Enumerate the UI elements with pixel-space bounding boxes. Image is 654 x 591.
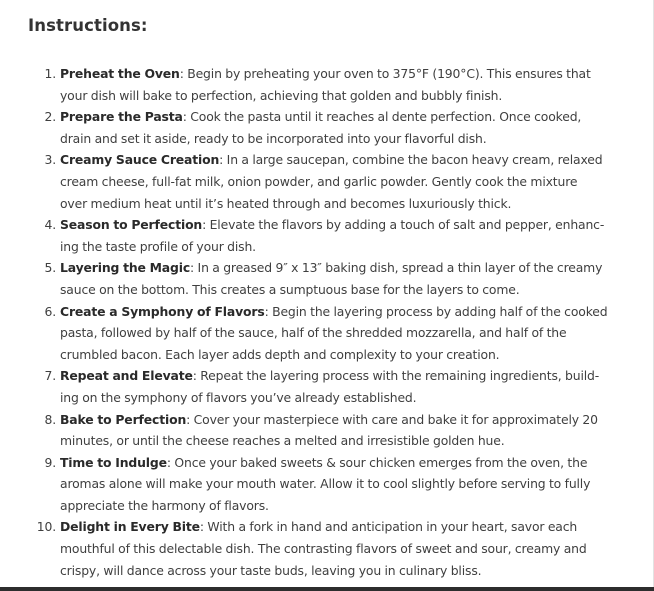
step-text-line: crumbled bacon. Each layer adds depth and complexity to your creation. — [60, 346, 500, 362]
step-title: Season to Perfection — [60, 217, 203, 233]
step-text-line: cream cheese, full-fat milk, onion powder, and garlic powder. Gently cook the mixture — [60, 173, 578, 189]
step-number: 8. — [44, 411, 56, 427]
step-text-line — [60, 214, 605, 236]
instruction-step-8 — [44, 409, 600, 452]
step-description: : Repeat the layering process with the remaining ingredients, build- — [192, 368, 600, 384]
step-description: : With a fork in hand and anticipation in your heart, savor each — [199, 519, 578, 535]
instruction-step-6 — [44, 301, 608, 366]
instruction-step-5 — [44, 257, 603, 300]
step-number: 10. — [36, 519, 56, 535]
step-text-line — [60, 63, 600, 85]
step-text-line: minutes, or until the cheese reaches a melted and irresistible golden hue. — [60, 433, 505, 449]
step-title: Repeat and Elevate — [60, 368, 193, 384]
step-text-line — [60, 149, 603, 171]
step-text-line — [60, 301, 608, 323]
step-text-line: drain and set it aside, ready to be incorporated into your flavorful dish. — [60, 130, 487, 146]
step-number: 5. — [44, 260, 56, 276]
step-description: : In a greased 9″ x 13″ baking dish, spread a thin layer of the creamy — [190, 260, 603, 276]
step-description: : In a large saucepan, combine the bacon heavy cream, relaxed — [219, 152, 603, 168]
step-title: Delight in Every Bite — [60, 519, 200, 535]
step-description: : Cook the pasta until it reaches al dente perfection. Once cooked, — [182, 109, 582, 125]
step-number: 9. — [44, 454, 56, 470]
instruction-step-1 — [44, 63, 600, 106]
step-text-line: aromas alone will make your mouth water. Allow it to cool slightly before serving to fully — [60, 476, 591, 492]
step-description: : Begin the layering process by adding half of the cooked — [264, 303, 608, 319]
step-title: Bake to Perfection — [60, 411, 187, 427]
step-text-line: appreciate the harmony of flavors. — [60, 497, 269, 513]
step-title: Preheat the Oven — [60, 66, 180, 81]
step-number: 6. — [44, 303, 56, 319]
step-description: : Elevate the flavors by adding a touch of salt and pepper, enhanc- — [202, 217, 605, 233]
step-text-line: crispy, will dance across your taste buds, leaving you in culinary bliss. — [60, 562, 482, 578]
step-number: 4. — [44, 217, 56, 233]
step-text-line — [60, 409, 600, 431]
step-title: Create a Symphony of Flavors — [60, 303, 265, 319]
step-number: 7. — [44, 368, 56, 384]
instruction-step-4 — [44, 214, 605, 257]
instructions-list — [36, 63, 608, 581]
bottom-edge-bar — [0, 587, 654, 591]
instruction-step-2 — [44, 106, 600, 149]
step-text-line: your dish will bake to perfection, achieving that golden and bubbly finish. — [60, 87, 503, 103]
step-description: : Begin by preheating your oven to 375°F (190°C). This ensures that — [179, 66, 591, 81]
step-text-line — [60, 365, 600, 387]
step-text-line — [60, 106, 600, 128]
step-text-line: ing the taste profile of your dish. — [60, 238, 256, 254]
step-text-line: pasta, followed by half of the sauce, half of the shredded mozzarella, and half of the — [60, 325, 567, 341]
step-title: Prepare the Pasta — [60, 109, 183, 125]
instructions-heading: Instructions: — [28, 16, 148, 35]
step-text-line: ing on the symphony of flavors you’ve already established. — [60, 389, 417, 405]
step-title: Layering the Magic — [60, 260, 191, 276]
step-title: Time to Indulge — [60, 454, 167, 470]
step-text-line — [60, 516, 600, 538]
step-text-line: mouthful of this delectable dish. The contrasting flavors of sweet and sour, creamy and — [60, 541, 587, 557]
step-text-line: sauce on the bottom. This creates a sumptuous base for the layers to come. — [60, 281, 520, 297]
step-number: 2. — [44, 109, 56, 125]
step-text-line — [60, 257, 603, 279]
instruction-step-9 — [44, 452, 600, 517]
step-description: : Once your baked sweets & sour chicken emerges from the oven, the — [166, 454, 588, 470]
instruction-step-10 — [36, 516, 600, 581]
step-description: : Cover your masterpiece with care and bake it for approximately 20 — [186, 411, 598, 427]
instruction-step-3 — [44, 149, 603, 214]
step-title: Creamy Sauce Creation — [60, 152, 220, 168]
step-number: 1. — [44, 66, 56, 81]
step-text-line: over medium heat until it’s heated through and becomes luxuriously thick. — [60, 195, 512, 211]
step-text-line — [60, 452, 600, 474]
instruction-step-7 — [44, 365, 600, 408]
step-number: 3. — [44, 152, 56, 168]
